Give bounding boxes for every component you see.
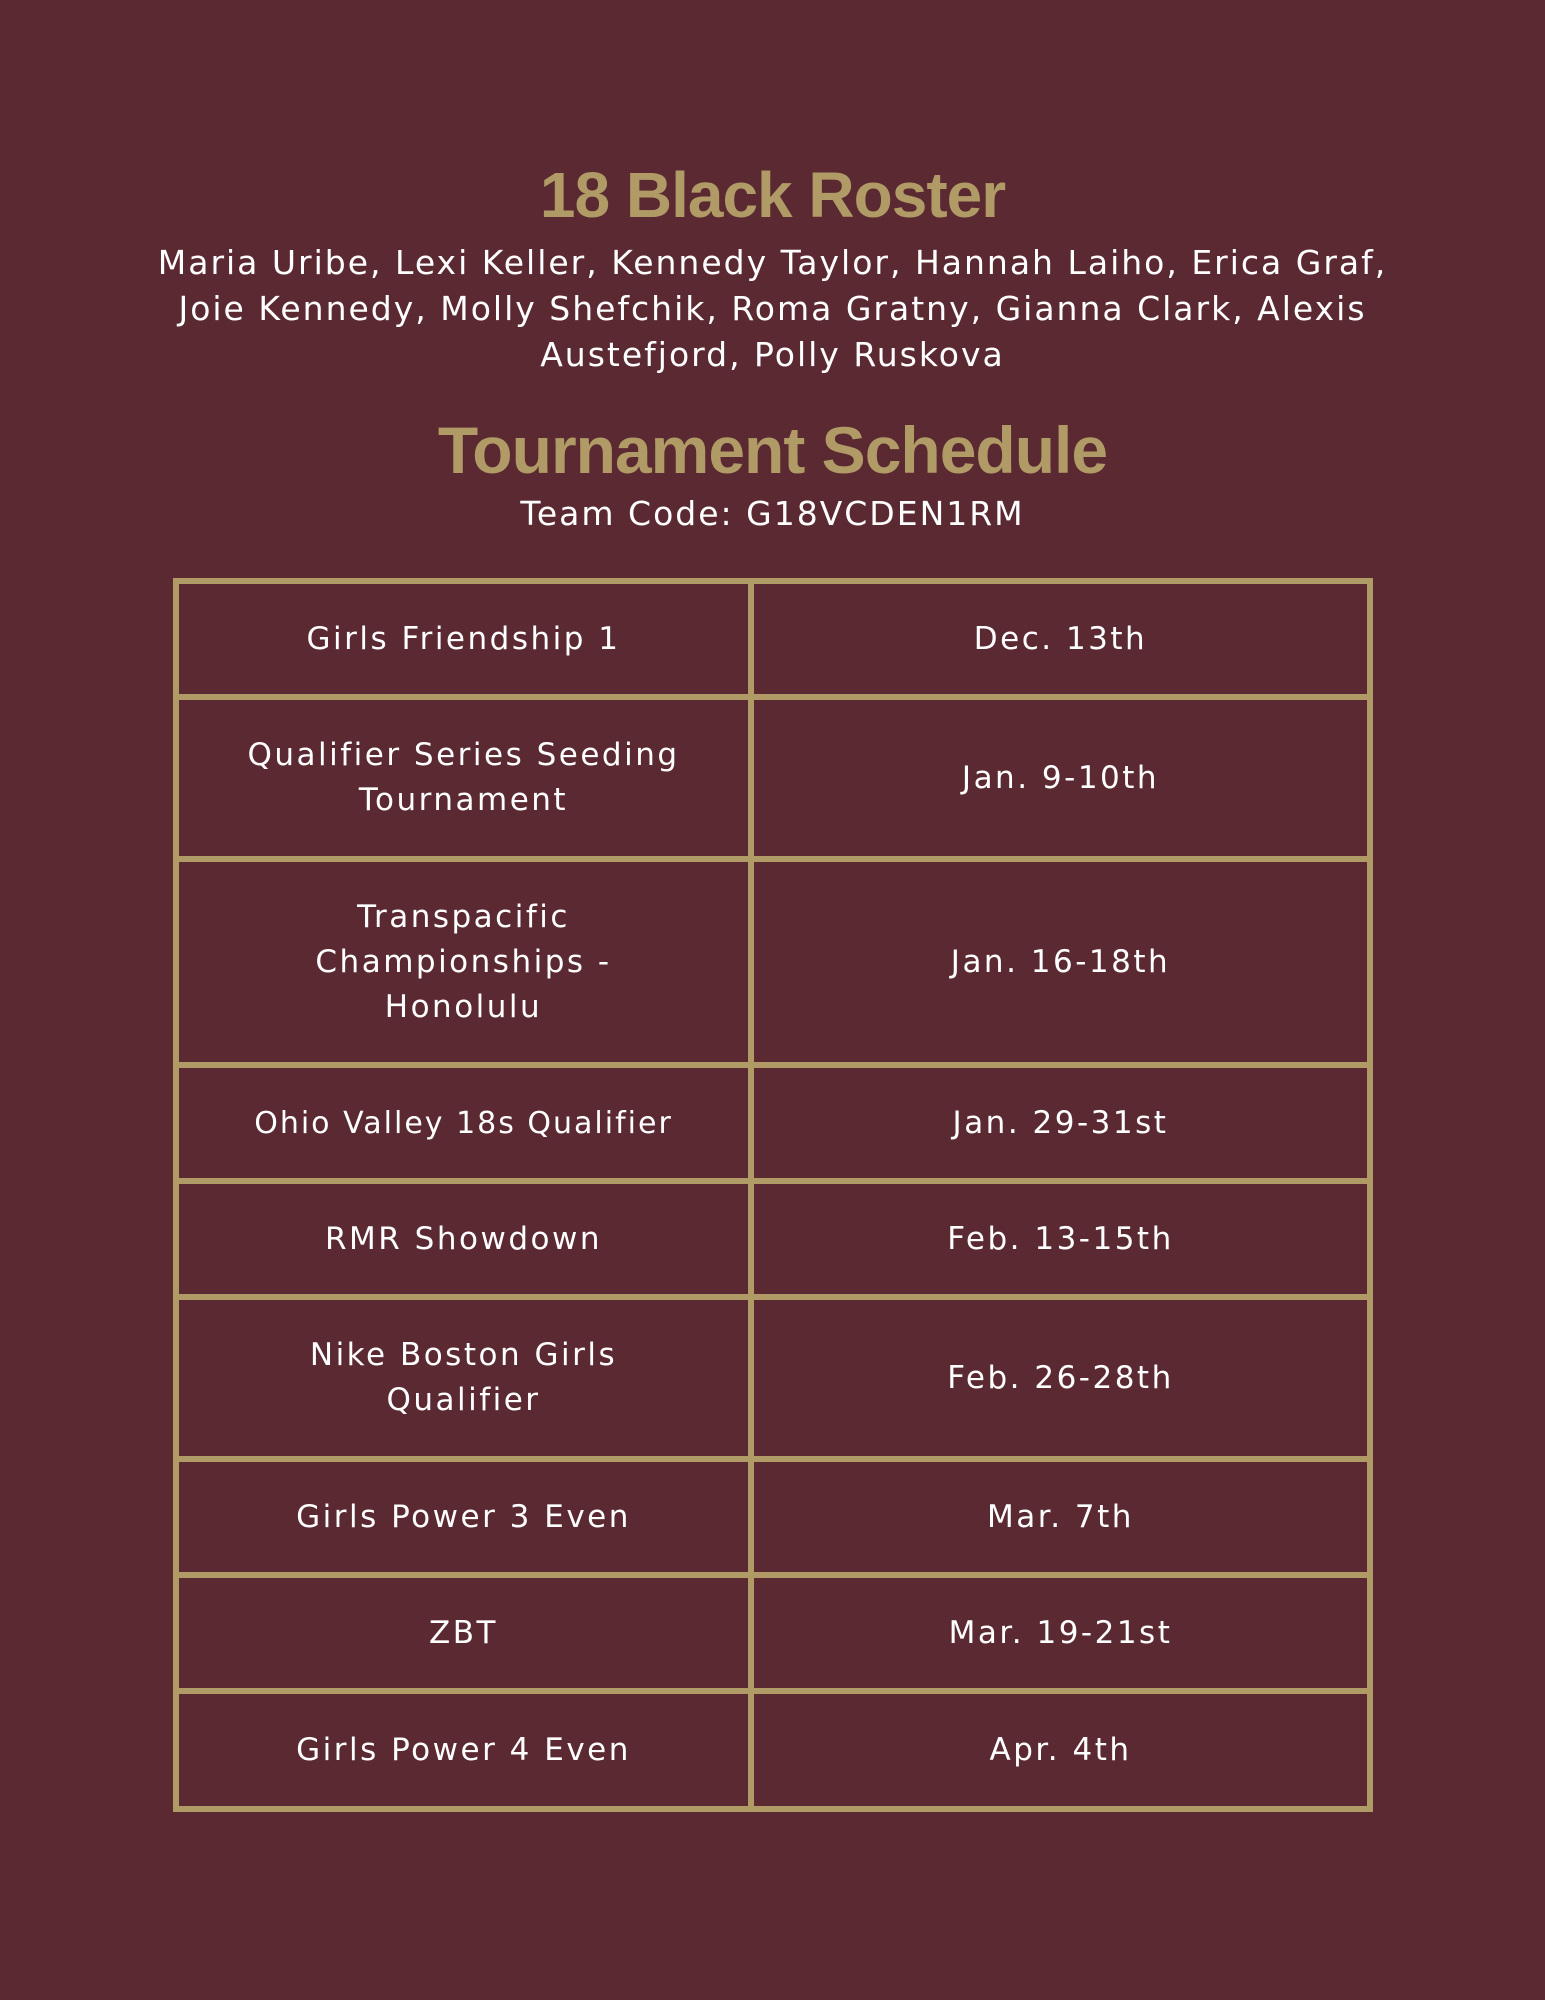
event-date: Jan. 9-10th bbox=[961, 759, 1160, 796]
table-row bbox=[179, 1068, 1367, 1184]
event-date: Jan. 16-18th bbox=[950, 943, 1171, 980]
event-date: Feb. 13-15th bbox=[947, 1220, 1174, 1257]
team-code: Team Code: G18VCDEN1RM bbox=[520, 494, 1025, 533]
event-date: Feb. 26-28th bbox=[947, 1359, 1174, 1396]
event-name: ZBT bbox=[179, 1578, 754, 1688]
table-row bbox=[179, 1184, 1367, 1300]
roster-names: Maria Uribe, Lexi Keller, Kennedy Taylor, Hannah Laiho, Erica Graf, Joie Kennedy, Molly Shefchik, Roma Gratny, Gianna Clark, Alexis Austefjord, Polly Ruskova bbox=[157, 243, 1388, 374]
schedule-table bbox=[173, 578, 1373, 1812]
event-name: Qualifier Series Seeding Tournament bbox=[179, 700, 754, 856]
event-name: Nike Boston Girls Qualifier bbox=[179, 1300, 754, 1456]
table-row bbox=[179, 700, 1367, 862]
table-row bbox=[179, 1578, 1367, 1694]
event-name: RMR Showdown bbox=[179, 1184, 754, 1294]
event-name: Girls Power 3 Even bbox=[179, 1462, 754, 1572]
event-date: Jan. 29-31st bbox=[952, 1104, 1169, 1141]
event-date: Dec. 13th bbox=[973, 620, 1148, 657]
table-row bbox=[179, 862, 1367, 1068]
event-name: Transpacific Championships - Honolulu bbox=[179, 862, 754, 1062]
table-row bbox=[179, 584, 1367, 700]
event-name: Girls Power 4 Even bbox=[179, 1694, 754, 1806]
event-date: Mar. 7th bbox=[987, 1498, 1134, 1535]
event-date: Apr. 4th bbox=[989, 1731, 1132, 1768]
schedule-title: Tournament Schedule bbox=[437, 413, 1108, 487]
roster-title: 18 Black Roster bbox=[539, 159, 1006, 231]
table-row bbox=[179, 1694, 1367, 1806]
table-row bbox=[179, 1462, 1367, 1578]
table-row bbox=[179, 1300, 1367, 1462]
event-name: Ohio Valley 18s Qualifier bbox=[179, 1068, 754, 1178]
event-date: Mar. 19-21st bbox=[948, 1614, 1173, 1651]
event-name: Girls Friendship 1 bbox=[179, 584, 754, 694]
